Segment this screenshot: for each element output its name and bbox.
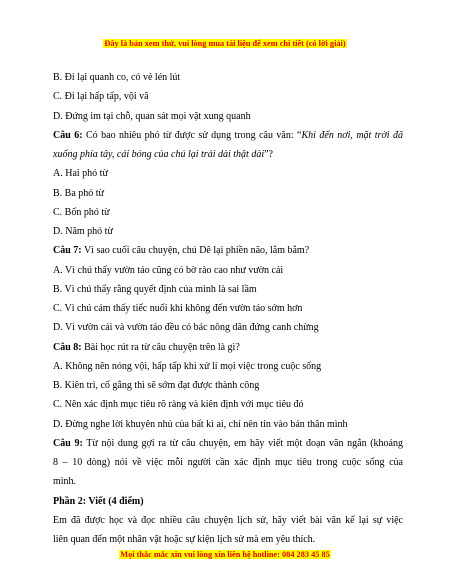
question-8-label: Câu 8:: [53, 341, 82, 353]
preview-notice-banner: [0, 39, 450, 48]
question-6-label: Câu 6:: [53, 129, 83, 141]
q8-option-a: A. Không nên nóng vội, hấp tấp khi xử lí mọi việc trong cuộc sống: [53, 360, 322, 372]
question-7-label: Câu 7:: [53, 245, 82, 257]
hotline-notice-banner: [0, 550, 450, 559]
question-6: [53, 130, 403, 142]
question-9: [53, 438, 403, 450]
preview-notice-text: Đây là bản xem thử, vui lòng mua tài liệu để xem chi tiết (có lời giải): [104, 39, 346, 48]
q5-option-b: B. Đi lại quanh co, có vẻ lén lút: [53, 72, 181, 83]
question-6-text: Có bao nhiêu phó từ được sử dụng trong câu văn: “: [86, 129, 302, 141]
part-2-prompt-line2: liên quan đến một nhân vật hoặc sự kiện lịch sử mà em yêu thích.: [53, 534, 316, 545]
question-7-text: Vì sao cuối câu chuyện, chú Dê lại phiền não, lắm bắm?: [83, 245, 310, 257]
question-6-text-end: ”?: [264, 149, 273, 160]
q6-option-c: C. Bốn phó từ: [53, 206, 110, 218]
question-6-quote-part1: Khi đến nơi, mặt trời đã: [301, 129, 403, 141]
q8-option-c: C. Nên xác định mục tiêu rõ ràng và kiên định với mục tiêu đó: [53, 399, 304, 411]
question-9-label: Câu 9:: [53, 437, 83, 449]
question-8: [53, 342, 403, 354]
question-7: [53, 245, 403, 257]
q6-option-a: A. Hai phó từ: [53, 168, 108, 180]
part-2-heading: [53, 496, 403, 508]
q8-option-d: D. Đừng nghe lời khuyên nhủ của bất kì ai, chỉ nên tin vào bản thân mình: [53, 418, 348, 430]
hotline-notice-text: Mọi thắc mắc xin vui lòng xin liên hệ hotline: 084 283 45 85: [120, 550, 330, 559]
question-9-text-line2: 8 – 10 dòng) nói về việc mỗi người cần xác định mục tiêu trong cuộc sống của: [53, 457, 403, 468]
q7-option-c: C. Vì chú cảm thấy tiếc nuối khi không đến vườn táo sớm hơn: [53, 303, 303, 314]
question-6-continued: [53, 149, 403, 161]
q6-option-d: D. Năm phó từ: [53, 226, 113, 237]
question-9-text-line1: Từ nội dung gợi ra từ câu chuyện, em hãy viết một đoạn văn ngắn (khoảng: [86, 437, 403, 449]
q5-option-c: C. Đi lại hấp tấp, vội vã: [53, 91, 149, 103]
question-9-text-line3: mình.: [53, 476, 77, 488]
q7-option-d: D. Vì vườn cải và vườn táo đều có bác nông dân đứng canh chừng: [53, 322, 319, 334]
question-6-quote-part2: xuống phía tây, cái bóng của chú lại trải dài thật dài: [53, 149, 265, 160]
q8-option-b: B. Kiên trì, cố gắng thì sẽ sớm đạt được thành công: [53, 380, 260, 391]
q7-option-a: A. Vì chú thấy vườn táo cũng có bờ rào cao như vườn cải: [53, 264, 284, 276]
part-2-heading-text: Phần 2: Viết (4 điểm): [53, 495, 144, 507]
q7-option-b: B. Vì chú thấy rằng quyết định của mình là sai lầm: [53, 283, 257, 295]
q5-option-d: D. Đứng im tại chỗ, quan sát mọi vật xung quanh: [53, 110, 251, 122]
part-2-prompt-line1: Em đã được học và đọc nhiều câu chuyện lịch sử, hãy viết bài văn kể lại sự việc: [53, 514, 403, 526]
q6-option-b: B. Ba phó từ: [53, 187, 104, 199]
question-8-text: Bài học rút ra từ câu chuyện trên là gì?: [84, 341, 240, 353]
